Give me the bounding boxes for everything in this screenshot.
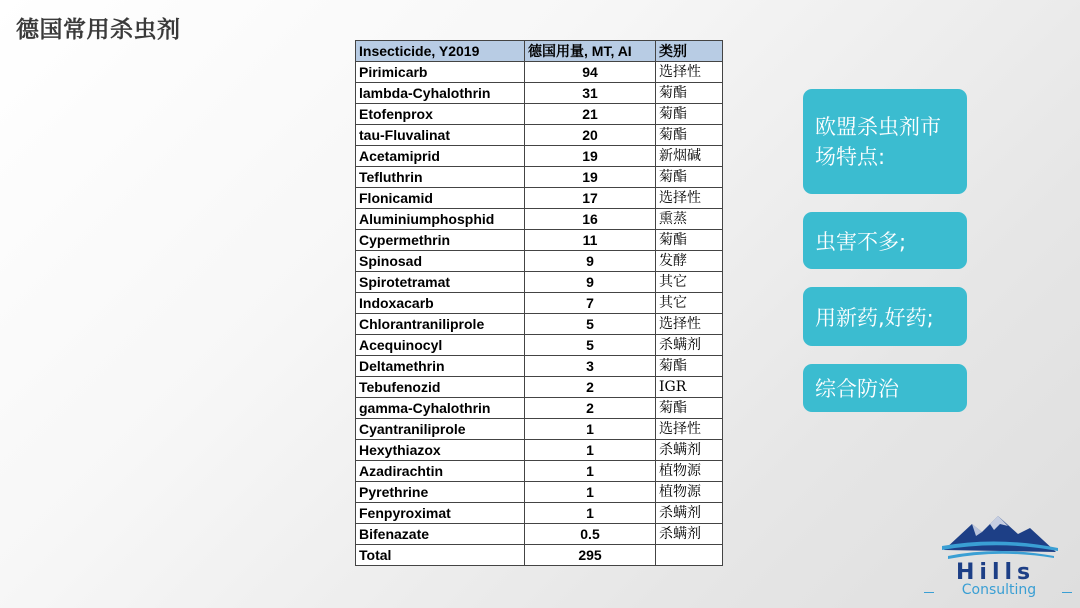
category-cell: 新烟碱 [656, 146, 723, 167]
usage-cell: 2 [525, 377, 656, 398]
insecticide-cell: Aluminiumphosphid [356, 209, 525, 230]
insecticide-cell: Acequinocyl [356, 335, 525, 356]
insecticide-cell: Chlorantraniliprole [356, 314, 525, 335]
insecticide-table [355, 40, 723, 566]
callout-new-drugs: 用新药,好药; [803, 287, 967, 346]
category-cell: 杀螨剂 [656, 524, 723, 545]
table-row [356, 293, 723, 314]
category-cell: 熏蒸 [656, 209, 723, 230]
category-cell: 菊酯 [656, 230, 723, 251]
header-insecticide: Insecticide, Y2019 [356, 41, 525, 62]
category-cell: 菊酯 [656, 104, 723, 125]
logo-rule-left [924, 592, 934, 593]
usage-cell: 0.5 [525, 524, 656, 545]
insecticide-cell: Fenpyroximat [356, 503, 525, 524]
table-row [356, 83, 723, 104]
usage-cell: 21 [525, 104, 656, 125]
usage-cell: 1 [525, 503, 656, 524]
table-row [356, 272, 723, 293]
usage-cell: 295 [525, 545, 656, 566]
insecticide-cell: lambda-Cyhalothrin [356, 83, 525, 104]
table-row [356, 419, 723, 440]
usage-cell: 2 [525, 398, 656, 419]
logo-rule-right [1062, 592, 1072, 593]
usage-cell: 1 [525, 419, 656, 440]
logo-name: Hills [956, 560, 1036, 585]
insecticide-cell: Cypermethrin [356, 230, 525, 251]
table-header-row [356, 41, 723, 62]
category-cell: IGR [656, 377, 723, 398]
hills-consulting-logo [938, 512, 1060, 604]
insecticide-cell: Hexythiazox [356, 440, 525, 461]
category-cell: 植物源 [656, 482, 723, 503]
insecticide-cell: gamma-Cyhalothrin [356, 398, 525, 419]
category-cell: 菊酯 [656, 125, 723, 146]
category-cell: 菊酯 [656, 356, 723, 377]
insecticide-cell: Spirotetramat [356, 272, 525, 293]
insecticide-cell: Tefluthrin [356, 167, 525, 188]
category-cell: 菊酯 [656, 167, 723, 188]
insecticide-cell: Flonicamid [356, 188, 525, 209]
usage-cell: 9 [525, 251, 656, 272]
category-cell: 杀螨剂 [656, 335, 723, 356]
usage-cell: 1 [525, 440, 656, 461]
usage-cell: 19 [525, 167, 656, 188]
table-row [356, 62, 723, 83]
category-cell: 选择性 [656, 62, 723, 83]
header-category: 类别 [656, 41, 723, 62]
slide-title: 德国常用杀虫剂 [16, 17, 181, 43]
table-row [356, 356, 723, 377]
table-row [356, 524, 723, 545]
header-usage: 德国用量, MT, AI [525, 41, 656, 62]
table-row [356, 104, 723, 125]
mountain-icon [938, 512, 1060, 562]
category-cell: 发酵 [656, 251, 723, 272]
category-cell: 其它 [656, 272, 723, 293]
insecticide-cell: Spinosad [356, 251, 525, 272]
usage-cell: 94 [525, 62, 656, 83]
table-row [356, 398, 723, 419]
table-row [356, 314, 723, 335]
insecticide-cell: Etofenprox [356, 104, 525, 125]
usage-cell: 9 [525, 272, 656, 293]
usage-cell: 19 [525, 146, 656, 167]
usage-cell: 11 [525, 230, 656, 251]
table-row [356, 545, 723, 566]
table-row [356, 125, 723, 146]
usage-cell: 7 [525, 293, 656, 314]
callout-eu-market: 欧盟杀虫剂市场特点: [803, 89, 967, 194]
insecticide-cell: Cyantraniliprole [356, 419, 525, 440]
usage-cell: 16 [525, 209, 656, 230]
category-cell: 植物源 [656, 461, 723, 482]
table-row [356, 230, 723, 251]
category-cell: 菊酯 [656, 83, 723, 104]
callout-few-pests: 虫害不多; [803, 212, 967, 269]
insecticide-cell: Bifenazate [356, 524, 525, 545]
category-cell: 杀螨剂 [656, 503, 723, 524]
table-row [356, 503, 723, 524]
insecticide-cell: Acetamiprid [356, 146, 525, 167]
insecticide-cell: Deltamethrin [356, 356, 525, 377]
insecticide-cell: Total [356, 545, 525, 566]
table-row [356, 335, 723, 356]
category-cell: 选择性 [656, 419, 723, 440]
usage-cell: 3 [525, 356, 656, 377]
insecticide-cell: Pirimicarb [356, 62, 525, 83]
insecticide-cell: Azadirachtin [356, 461, 525, 482]
table-row [356, 209, 723, 230]
usage-cell: 31 [525, 83, 656, 104]
category-cell: 选择性 [656, 314, 723, 335]
table-row [356, 482, 723, 503]
insecticide-cell: Pyrethrine [356, 482, 525, 503]
category-cell: 选择性 [656, 188, 723, 209]
usage-cell: 20 [525, 125, 656, 146]
insecticide-cell: tau-Fluvalinat [356, 125, 525, 146]
logo-subtitle: Consulting [961, 582, 1037, 598]
table-row [356, 461, 723, 482]
usage-cell: 1 [525, 482, 656, 503]
table-row [356, 377, 723, 398]
insecticide-cell: Indoxacarb [356, 293, 525, 314]
usage-cell: 17 [525, 188, 656, 209]
category-cell: 菊酯 [656, 398, 723, 419]
usage-cell: 1 [525, 461, 656, 482]
usage-cell: 5 [525, 335, 656, 356]
table-row [356, 188, 723, 209]
category-cell: 其它 [656, 293, 723, 314]
table-row [356, 167, 723, 188]
table-row [356, 251, 723, 272]
insecticide-cell: Tebufenozid [356, 377, 525, 398]
table-row [356, 440, 723, 461]
table-row [356, 146, 723, 167]
category-cell [656, 545, 723, 566]
usage-cell: 5 [525, 314, 656, 335]
callout-integrated-control: 综合防治 [803, 364, 967, 412]
category-cell: 杀螨剂 [656, 440, 723, 461]
